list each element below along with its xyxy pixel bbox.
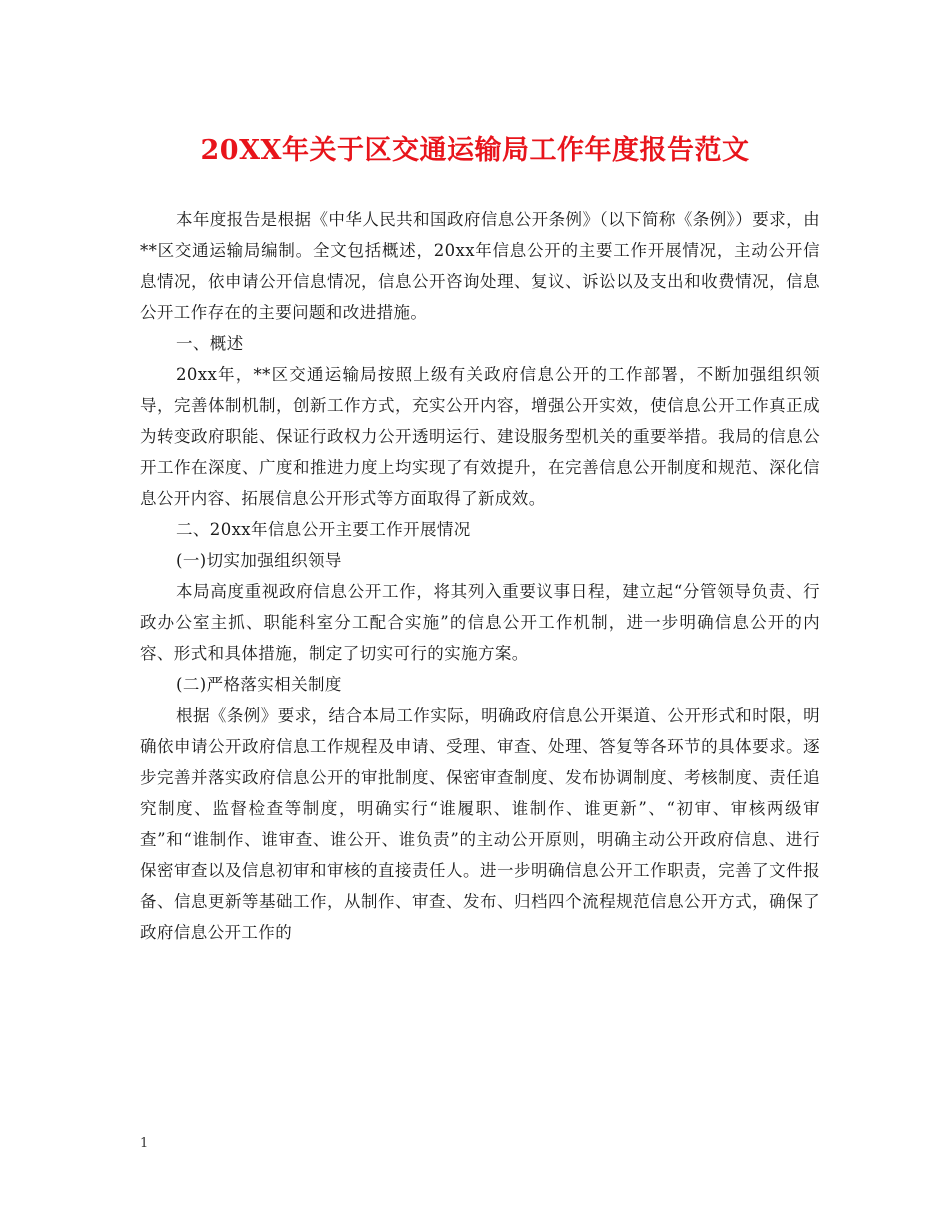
regulations-paragraph: 根据《条例》要求，结合本局工作实际，明确政府信息公开渠道、公开形式和时限，明确依申请公开政府信息工作规程及申请、受理、审查、处理、答复等各环节的具体要求。逐步完善并落实政府信息公开的审批制度、保密审查制度、发布协调制度、考核制度、责任追究制度、监督检查等制度，明确实行“谁履职、谁制作、谁更新”、“初审、审核两级审查”和“谁制作、谁审查、谁公开、谁负责”的主动公开原则，明确主动公开政府信息、进行保密审查以及信息初审和审核的直接责任人。进一步明确信息公开工作职责，完善了文件报备、信息更新等基础工作，从制作、审查、发布、归档四个流程规范信息公开方式，确保了政府信息公开工作的 — [140, 706, 820, 942]
document-title: 20XX年关于区交通运输局工作年度报告范文 — [200, 135, 750, 166]
organization-paragraph: 本局高度重视政府信息公开工作，将其列入重要议事日程，建立起“分管领导负责、行政办公室主抓、职能科室分工配合实施”的信息公开工作机制，进一步明确信息公开的内容、形式和具体措施，制定了切实可行的实施方案。 — [140, 582, 820, 663]
page-number: 1 — [140, 1136, 149, 1151]
document-body — [140, 204, 820, 948]
overview-paragraph: 20xx年，**区交通运输局按照上级有关政府信息公开的工作部署，不断加强组织领导，完善体制机制，创新工作方式，充实公开内容，增强公开实效，使信息公开工作真正成为转变政府职能、保证行政权力公开透明运行、建设服务型机关的重要举措。我局的信息公开工作在深度、广度和推进力度上均实现了有效提升，在完善信息公开制度和规范、深化信息公开内容、拓展信息公开形式等方面取得了新成效。 — [140, 365, 820, 508]
subsection-heading-regulations: (二)严格落实相关制度 — [176, 675, 342, 694]
section-heading-main-work: 二、20xx年信息公开主要工作开展情况 — [176, 520, 471, 539]
subsection-heading-organization: (一)切实加强组织领导 — [176, 551, 342, 570]
intro-paragraph: 本年度报告是根据《中华人民共和国政府信息公开条例》（以下简称《条例》）要求，由**区交通运输局编制。全文包括概述，20xx年信息公开的主要工作开展情况，主动公开信息情况，依申请公开信息情况，信息公开咨询处理、复议、诉讼以及支出和收费情况，信息公开工作存在的主要问题和改进措施。 — [140, 210, 820, 322]
section-heading-overview: 一、概述 — [176, 334, 244, 353]
